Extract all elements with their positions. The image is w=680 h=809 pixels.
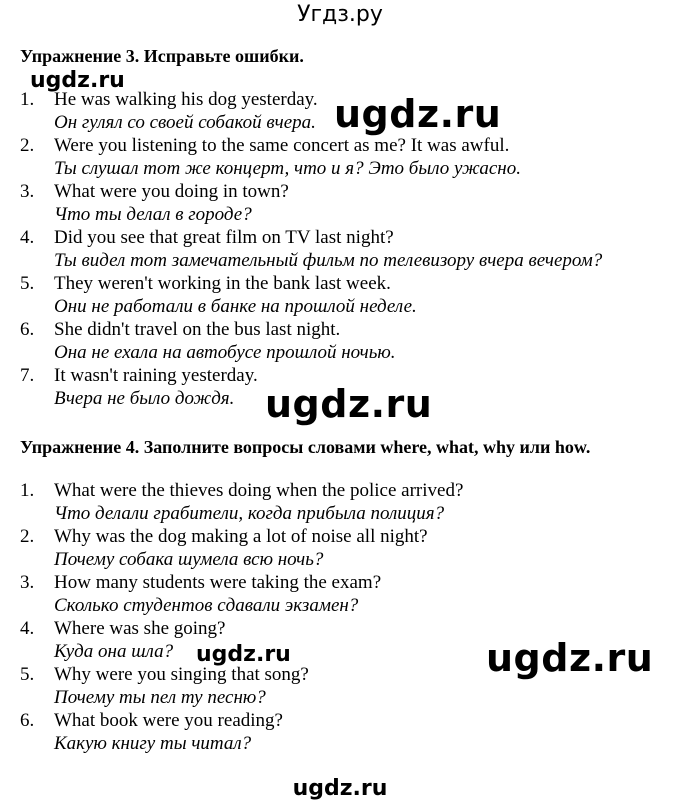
- item-number: 3.: [20, 181, 35, 202]
- exercise-item: [20, 318, 396, 364]
- english-sentence: Why was the dog making a lot of noise all night?: [54, 526, 428, 547]
- english-sentence: Were you listening to the same concert as me? It was awful.: [54, 135, 510, 156]
- item-number: 4.: [20, 227, 35, 248]
- item-number: 1.: [20, 480, 35, 501]
- english-sentence: Why were you singing that song?: [54, 664, 309, 685]
- item-number: 1.: [20, 89, 35, 110]
- russian-translation: Она не ехала на автобусе прошлой ночью.: [54, 342, 396, 363]
- item-number: 2.: [20, 526, 35, 547]
- english-sentence: Where was she going?: [54, 618, 226, 639]
- exercise-item: [20, 525, 428, 571]
- russian-translation: Почему ты пел ту песню?: [54, 687, 266, 708]
- russian-translation: Они не работали в банке на прошлой неделе.: [54, 296, 417, 317]
- item-number: 6.: [20, 710, 35, 731]
- exercise-3-title: Упражнение 3. Исправьте ошибки.: [20, 46, 304, 66]
- russian-translation: Ты слушал тот же концерт, что и я? Это было ужасно.: [54, 158, 521, 179]
- russian-translation: Ты видел тот замечательный фильм по телевизору вчера вечером?: [54, 250, 603, 271]
- watermark-small-top: ugdz.ru: [30, 68, 125, 93]
- footer-watermark: ugdz.ru: [292, 776, 388, 801]
- site-header: Угдз.ру: [297, 2, 383, 27]
- english-sentence: They weren't working in the bank last week.: [54, 273, 391, 294]
- exercise-item: [20, 272, 417, 318]
- russian-translation: Что ты делал в городе?: [54, 204, 252, 225]
- russian-translation: Что делали грабители, когда прибыла полиция?: [54, 503, 445, 524]
- english-sentence: Did you see that great film on TV last night?: [54, 227, 394, 248]
- exercise-item: [20, 617, 225, 663]
- exercise-item: [20, 134, 521, 180]
- english-sentence: What book were you reading?: [54, 710, 283, 731]
- russian-translation: Он гулял со своей собакой вчера.: [54, 112, 316, 133]
- exercise-item: [20, 364, 258, 410]
- exercise-item: [20, 88, 318, 134]
- item-number: 4.: [20, 618, 35, 639]
- item-number: 7.: [20, 365, 35, 386]
- russian-translation: Вчера не было дождя.: [54, 388, 235, 409]
- english-sentence: He was walking his dog yesterday.: [54, 89, 318, 110]
- russian-translation: Какую книгу ты читал?: [54, 733, 252, 754]
- russian-translation: Сколько студентов сдавали экзамен?: [54, 595, 359, 616]
- watermark-small-mid: ugdz.ru: [196, 642, 291, 667]
- item-number: 5.: [20, 664, 35, 685]
- exercise-item: [20, 709, 283, 755]
- english-sentence: It wasn't raining yesterday.: [54, 365, 258, 386]
- exercise-item: [20, 571, 381, 617]
- item-number: 5.: [20, 273, 35, 294]
- exercise-item: [20, 663, 309, 709]
- item-number: 2.: [20, 135, 35, 156]
- item-number: 6.: [20, 319, 35, 340]
- watermark-large-2: ugdz.ru: [265, 382, 433, 426]
- exercise-item: [20, 479, 463, 525]
- exercise-item: [20, 180, 289, 226]
- exercise-item: [20, 226, 602, 272]
- english-sentence: What were you doing in town?: [54, 181, 289, 202]
- watermark-large-3: ugdz.ru: [486, 636, 654, 680]
- english-sentence: How many students were taking the exam?: [54, 572, 382, 593]
- item-number: 3.: [20, 572, 35, 593]
- exercise-4-title: Упражнение 4. Заполните вопросы словами where, what, why или how.: [20, 437, 591, 457]
- english-sentence: She didn't travel on the bus last night.: [54, 319, 341, 340]
- russian-translation: Куда она шла?: [54, 641, 174, 662]
- russian-translation: Почему собака шумела всю ночь?: [54, 549, 324, 570]
- english-sentence: What were the thieves doing when the police arrived?: [54, 480, 464, 501]
- watermark-large-1: ugdz.ru: [334, 92, 502, 136]
